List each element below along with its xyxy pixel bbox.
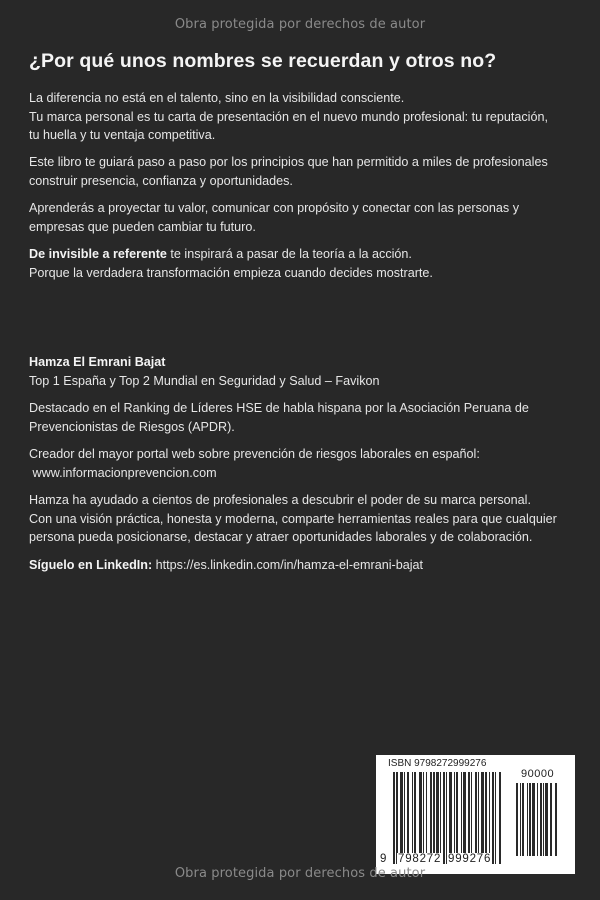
- text-line: Hamza ha ayudado a cientos de profesionales a descubrir el poder de su marca personal.: [29, 493, 531, 507]
- price-code: 90000: [521, 768, 555, 780]
- text-line: Creador del mayor portal web sobre prevención de riesgos laborales en español:: [29, 447, 480, 461]
- text-fragment: te inspirará a pasar de la teoría a la acción.: [166, 247, 412, 261]
- text-line: Con una visión práctica, honesta y moderna, comparte herramientas reales para que cualquier: [29, 511, 557, 526]
- book-title-emphasis: De invisible a referente: [29, 247, 167, 261]
- text-line: Tu marca personal es tu carta de presentación en el nuevo mundo profesional: tu reputación,: [29, 109, 548, 124]
- copyright-watermark-top: Obra protegida por derechos de autor: [174, 17, 426, 32]
- price-addon-bars: [516, 783, 557, 856]
- author-portal: [29, 445, 480, 482]
- text-line: Porque la verdadera transformación empieza cuando decides mostrarte.: [29, 265, 433, 280]
- author-ranking: [29, 399, 529, 436]
- portal-url: www.informacionprevencion.com: [29, 465, 217, 480]
- text-line: construir presencia, confianza y oportunidades.: [29, 173, 293, 188]
- barcode-digit-lead: 9: [380, 853, 388, 865]
- author-name: Hamza El Emrani Bajat: [29, 355, 166, 369]
- text-line: [29, 245, 433, 264]
- barcode-digits-left: 798272: [398, 853, 442, 865]
- author-bio: [29, 491, 557, 547]
- text-line: Destacado en el Ranking de Líderes HSE de habla hispana por la Asociación Peruana de: [29, 401, 529, 415]
- text-line: empresas que pueden cambiar tu futuro.: [29, 219, 256, 234]
- text-line: Este libro te guiará paso a paso por los principios que han permitido a miles de profesionales: [29, 155, 548, 169]
- text-line: Aprenderás a proyectar tu valor, comunicar con propósito y conectar con las personas y: [29, 201, 520, 215]
- text-line: tu huella y tu ventaja competitiva.: [29, 128, 216, 142]
- linkedin-label: Síguelo en LinkedIn:: [29, 558, 153, 572]
- ean13-bars: [393, 772, 501, 864]
- synopsis-paragraph-3: [29, 199, 519, 236]
- text-line: La diferencia no está en el talento, sino en la visibilidad consciente.: [29, 91, 405, 105]
- barcode-digits-right: 999276: [448, 853, 492, 865]
- isbn-label: ISBN 9798272999276: [388, 758, 487, 769]
- author-tagline: Top 1 España y Top 2 Mundial en Seguridad y Salud – Favikon: [29, 373, 380, 388]
- copyright-watermark-bottom: Obra protegida por derechos de autor: [174, 866, 426, 881]
- author-linkedin: [29, 556, 423, 575]
- synopsis-title: ¿Por qué unos nombres se recuerdan y otros no?: [29, 50, 497, 72]
- text-line: persona pueda posicionarse, destacar y atraer oportunidades laborales y de colaboración.: [29, 530, 533, 544]
- linkedin-url: https://es.linkedin.com/in/hamza-el-emrani-bajat: [152, 558, 424, 572]
- synopsis-paragraph-1: [29, 89, 548, 145]
- author-heading: [29, 353, 380, 390]
- synopsis-paragraph-2: [29, 153, 548, 190]
- synopsis-paragraph-4: [29, 245, 433, 282]
- text-line: Prevencionistas de Riesgos (APDR).: [29, 419, 235, 434]
- isbn-barcode: [376, 755, 575, 874]
